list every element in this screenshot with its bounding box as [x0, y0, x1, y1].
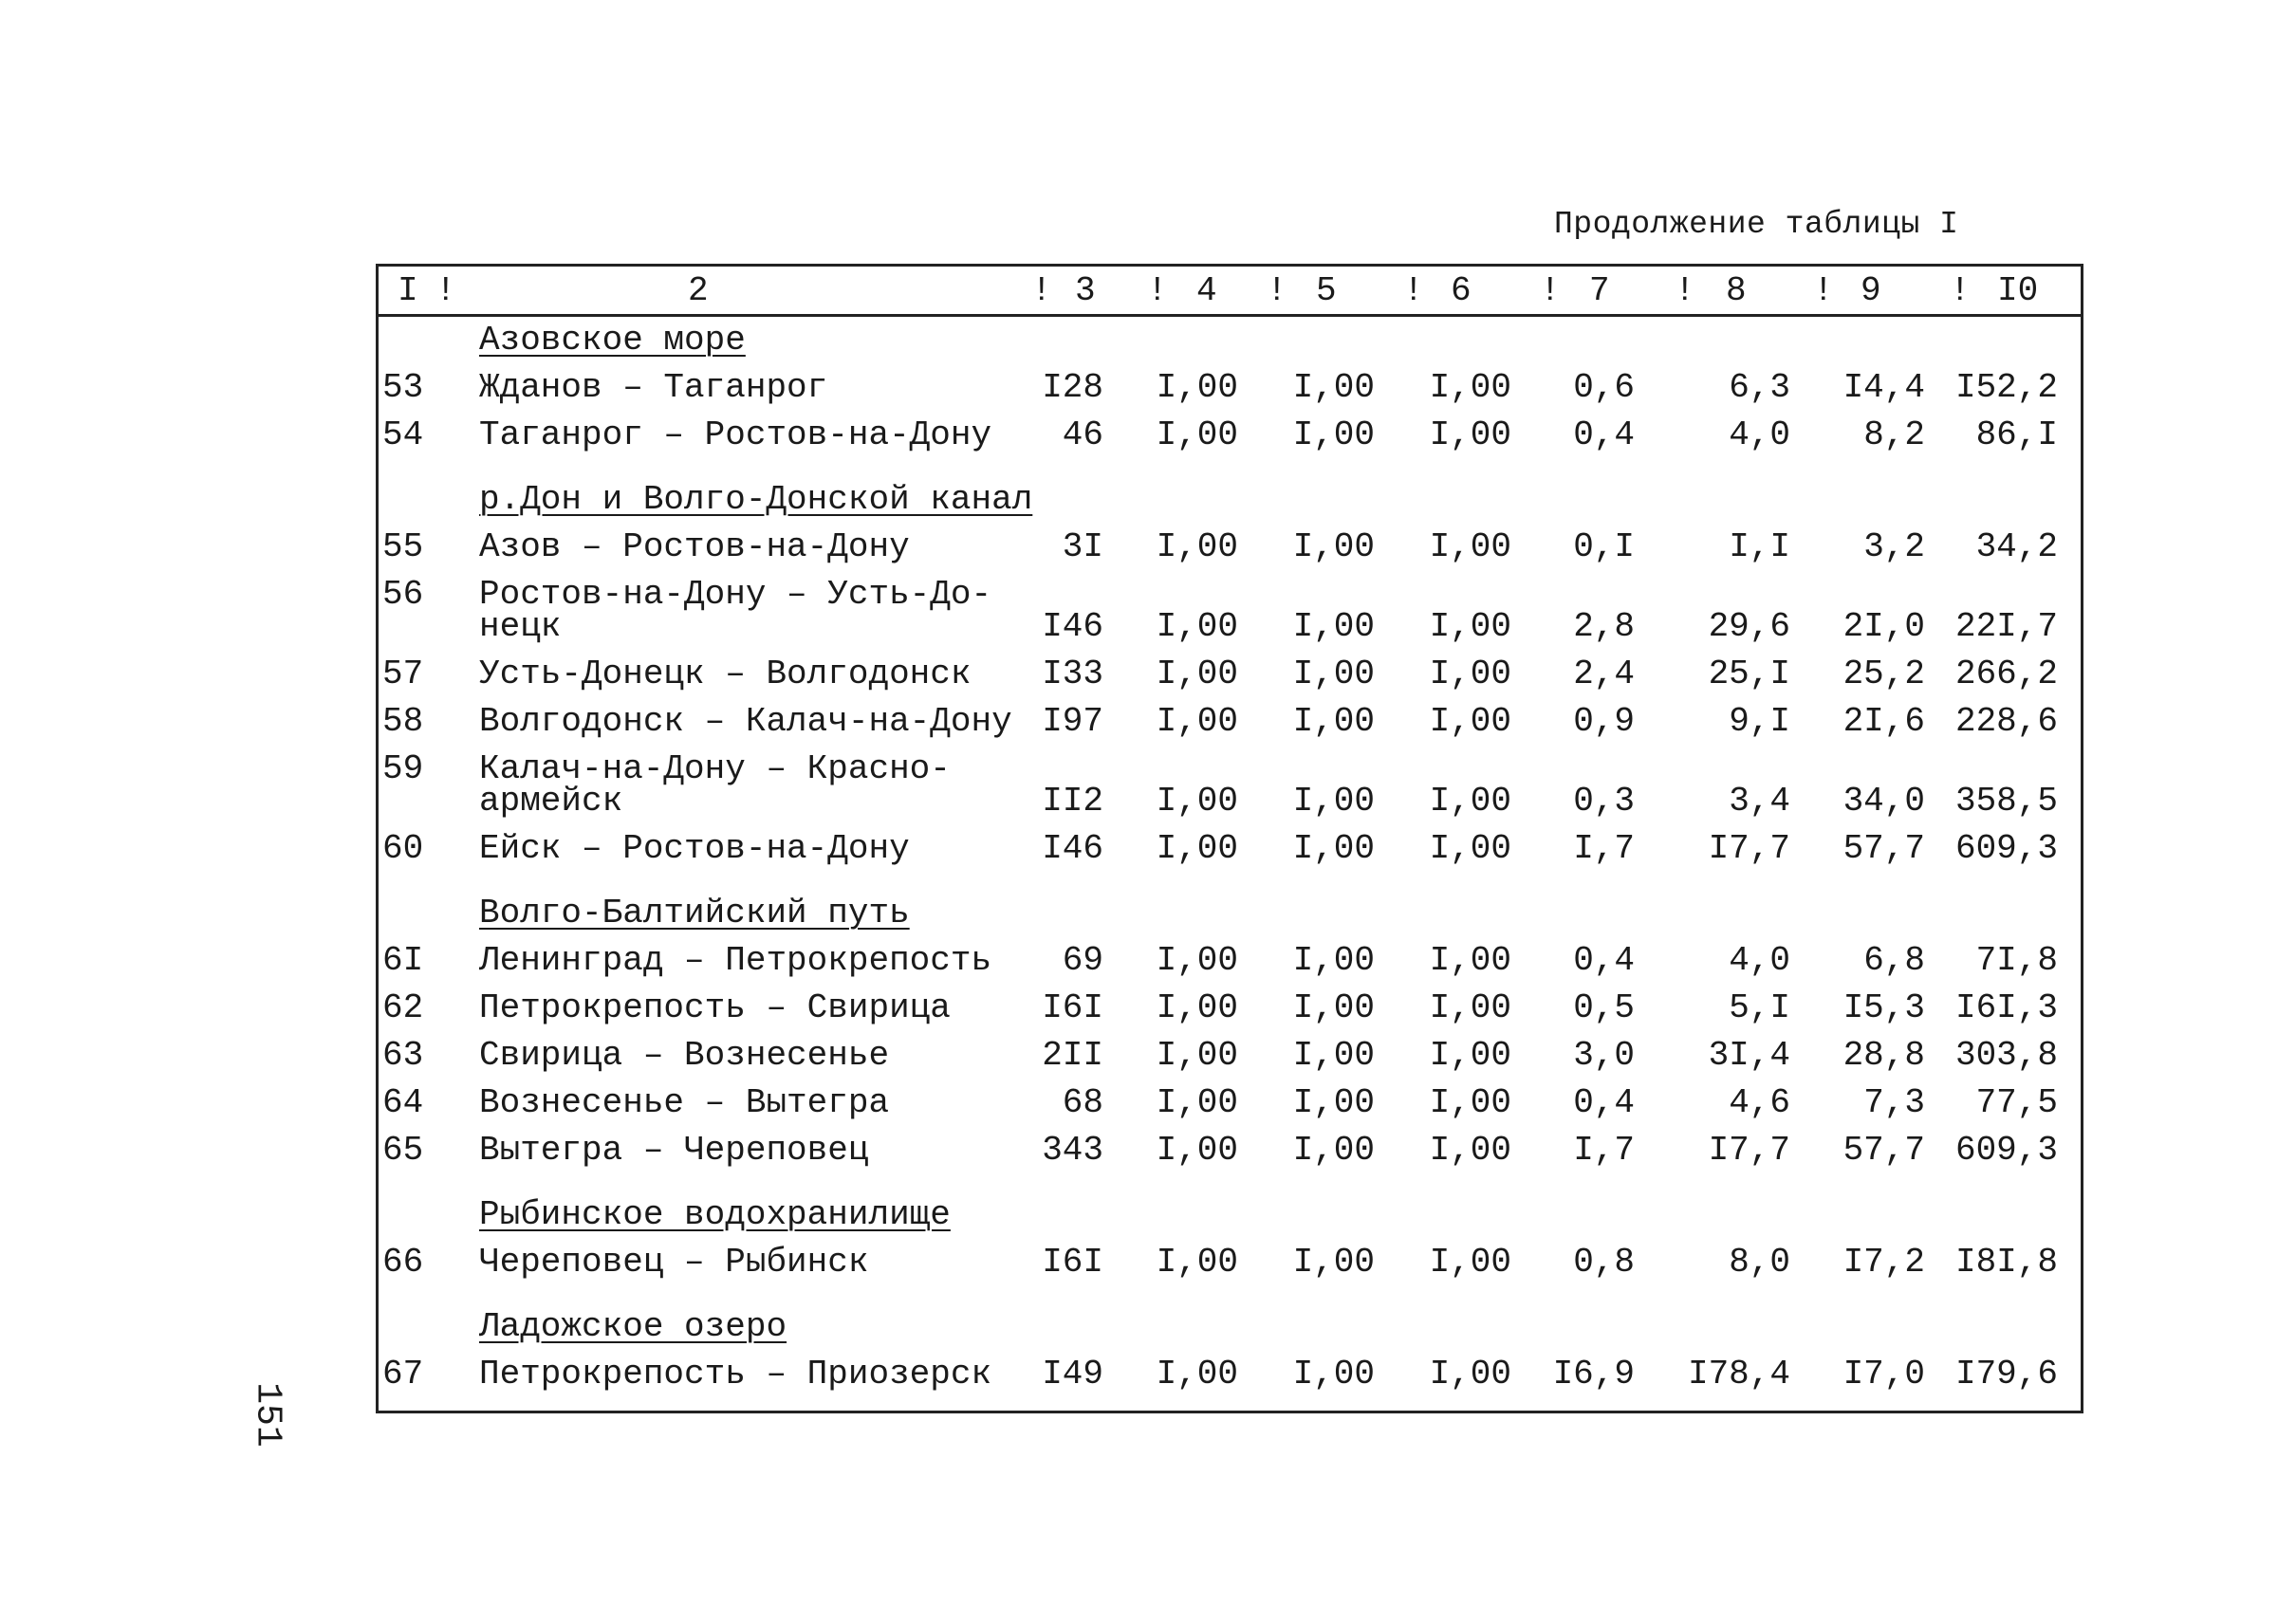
value-c3: 2II	[1042, 1036, 1103, 1075]
route-name: Череповец – Рыбинск	[479, 1243, 869, 1282]
value-c8: 5,I	[1729, 988, 1790, 1027]
value-c7: 2,4	[1573, 655, 1635, 693]
row-number: 59	[382, 749, 424, 788]
route-name: Калач-на-Дону – Красно-	[479, 749, 951, 788]
column-separator: !	[1813, 271, 1834, 310]
row-number: 58	[382, 702, 424, 741]
value-c6: I,00	[1429, 1131, 1511, 1170]
column-separator: !	[1540, 271, 1561, 310]
value-c5: I,00	[1292, 607, 1375, 646]
column-separator: !	[1403, 271, 1424, 310]
column-header: 9	[1861, 271, 1881, 310]
value-c9: 2I,0	[1842, 607, 1925, 646]
value-c8: 29,6	[1708, 607, 1790, 646]
route-name: Волгодонск – Калач-на-Дону	[479, 702, 1012, 741]
column-header: I	[398, 271, 418, 310]
column-separator: !	[435, 271, 456, 310]
value-c6: I,00	[1429, 1083, 1511, 1122]
column-separator: !	[1147, 271, 1168, 310]
value-c10: 228,6	[1954, 702, 2058, 741]
column-header: I0	[1997, 271, 2039, 310]
value-c9: 2I,6	[1842, 702, 1925, 741]
value-c8: I7,7	[1708, 829, 1790, 868]
value-c8: 9,I	[1729, 702, 1790, 741]
row-number: 54	[382, 415, 424, 454]
row-number: 66	[382, 1243, 424, 1282]
value-c5: I,00	[1292, 415, 1375, 454]
route-name: нецк	[479, 607, 562, 646]
value-c7: 0,4	[1573, 1083, 1635, 1122]
value-c5: I,00	[1292, 941, 1375, 980]
column-separator: !	[1267, 271, 1287, 310]
value-c5: I,00	[1292, 655, 1375, 693]
value-c10: 7I,8	[1975, 941, 2058, 980]
value-c7: 3,0	[1573, 1036, 1635, 1075]
route-name: Азов – Ростов-на-Дону	[479, 527, 910, 566]
row-number: 60	[382, 829, 424, 868]
value-c6: I,00	[1429, 368, 1511, 407]
value-c3: 68	[1062, 1083, 1103, 1122]
value-c8: I78,4	[1687, 1355, 1790, 1393]
value-c6: I,00	[1429, 941, 1511, 980]
value-c5: I,00	[1292, 368, 1375, 407]
value-c3: I46	[1042, 829, 1103, 868]
value-c4: I,00	[1156, 368, 1238, 407]
value-c7: I,7	[1573, 1131, 1635, 1170]
route-name: Петрокрепость – Свирица	[479, 988, 951, 1027]
value-c7: 0,4	[1573, 941, 1635, 980]
column-header: 8	[1726, 271, 1747, 310]
value-c4: I,00	[1156, 941, 1238, 980]
route-name: Таганрог – Ростов-на-Дону	[479, 415, 992, 454]
value-c5: I,00	[1292, 1355, 1375, 1393]
value-c3: I97	[1042, 702, 1103, 741]
value-c6: I,00	[1429, 607, 1511, 646]
value-c5: I,00	[1292, 1243, 1375, 1282]
row-number: 53	[382, 368, 424, 407]
value-c3: I33	[1042, 655, 1103, 693]
column-separator: !	[1031, 271, 1052, 310]
value-c3: I49	[1042, 1355, 1103, 1393]
value-c6: I,00	[1429, 1036, 1511, 1075]
value-c10: I52,2	[1954, 368, 2058, 407]
value-c4: I,00	[1156, 415, 1238, 454]
value-c3: 69	[1062, 941, 1103, 980]
value-c9: 34,0	[1842, 782, 1925, 821]
value-c8: 4,0	[1729, 415, 1790, 454]
value-c9: 3,2	[1863, 527, 1925, 566]
value-c6: I,00	[1429, 1355, 1511, 1393]
route-name: Вытегра – Череповец	[479, 1131, 869, 1170]
value-c10: 358,5	[1954, 782, 2058, 821]
value-c9: 57,7	[1842, 1131, 1925, 1170]
value-c6: I,00	[1429, 655, 1511, 693]
row-number: 64	[382, 1083, 424, 1122]
row-number: 67	[382, 1355, 424, 1393]
value-c6: I,00	[1429, 415, 1511, 454]
column-header: 7	[1589, 271, 1610, 310]
value-c5: I,00	[1292, 1131, 1375, 1170]
section-title: р.Дон и Волго-Донской канал	[479, 480, 1033, 519]
route-name: Свирица – Вознесенье	[479, 1036, 890, 1075]
row-number: 62	[382, 988, 424, 1027]
table-caption: Продолжение таблицы I	[1554, 207, 1959, 242]
value-c9: I7,2	[1842, 1243, 1925, 1282]
route-name: Петрокрепость – Приозерск	[479, 1355, 992, 1393]
value-c4: I,00	[1156, 1355, 1238, 1393]
value-c7: 0,4	[1573, 415, 1635, 454]
section-title: Волго-Балтийский путь	[479, 894, 910, 932]
value-c5: I,00	[1292, 988, 1375, 1027]
value-c3: I6I	[1042, 1243, 1103, 1282]
value-c6: I,00	[1429, 1243, 1511, 1282]
value-c4: I,00	[1156, 1036, 1238, 1075]
value-c6: I,00	[1429, 782, 1511, 821]
value-c10: 22I,7	[1954, 607, 2058, 646]
value-c7: 0,6	[1573, 368, 1635, 407]
row-number: 63	[382, 1036, 424, 1075]
value-c9: 8,2	[1863, 415, 1925, 454]
value-c7: 0,5	[1573, 988, 1635, 1027]
value-c9: 28,8	[1842, 1036, 1925, 1075]
value-c8: 4,6	[1729, 1083, 1790, 1122]
value-c9: I4,4	[1842, 368, 1925, 407]
value-c10: 609,3	[1954, 1131, 2058, 1170]
value-c10: 266,2	[1954, 655, 2058, 693]
value-c3: 46	[1062, 415, 1103, 454]
value-c8: 8,0	[1729, 1243, 1790, 1282]
value-c4: I,00	[1156, 1083, 1238, 1122]
value-c6: I,00	[1429, 702, 1511, 741]
value-c10: 34,2	[1975, 527, 2058, 566]
value-c4: I,00	[1156, 607, 1238, 646]
value-c5: I,00	[1292, 782, 1375, 821]
column-header: 4	[1196, 271, 1217, 310]
route-name: Ейск – Ростов-на-Дону	[479, 829, 910, 868]
value-c4: I,00	[1156, 1243, 1238, 1282]
value-c4: I,00	[1156, 782, 1238, 821]
value-c4: I,00	[1156, 829, 1238, 868]
value-c7: 0,I	[1573, 527, 1635, 566]
route-name: Жданов – Таганрог	[479, 368, 828, 407]
value-c10: 303,8	[1954, 1036, 2058, 1075]
value-c10: I6I,3	[1954, 988, 2058, 1027]
column-separator: !	[1675, 271, 1695, 310]
route-name: Вознесенье – Вытегра	[479, 1083, 890, 1122]
row-number: 6I	[382, 941, 424, 980]
value-c10: 86,I	[1975, 415, 2058, 454]
value-c9: I5,3	[1842, 988, 1925, 1027]
value-c3: 343	[1042, 1131, 1103, 1170]
value-c8: 3I,4	[1708, 1036, 1790, 1075]
row-number: 56	[382, 575, 424, 614]
section-title: Рыбинское водохранилище	[479, 1195, 951, 1234]
column-header: 5	[1316, 271, 1337, 310]
value-c10: I79,6	[1954, 1355, 2058, 1393]
column-header: 6	[1451, 271, 1472, 310]
section-title: Ладожское озеро	[479, 1307, 787, 1346]
value-c4: I,00	[1156, 988, 1238, 1027]
value-c5: I,00	[1292, 1083, 1375, 1122]
value-c4: I,00	[1156, 702, 1238, 741]
route-name: Ленинград – Петрокрепость	[479, 941, 992, 980]
value-c9: 25,2	[1842, 655, 1925, 693]
value-c4: I,00	[1156, 1131, 1238, 1170]
value-c3: I46	[1042, 607, 1103, 646]
value-c6: I,00	[1429, 527, 1511, 566]
row-number: 57	[382, 655, 424, 693]
value-c9: 7,3	[1863, 1083, 1925, 1122]
value-c7: 0,3	[1573, 782, 1635, 821]
value-c3: I28	[1042, 368, 1103, 407]
value-c5: I,00	[1292, 527, 1375, 566]
value-c10: 609,3	[1954, 829, 2058, 868]
column-header: 3	[1075, 271, 1096, 310]
value-c7: 0,9	[1573, 702, 1635, 741]
value-c10: I8I,8	[1954, 1243, 2058, 1282]
value-c10: 77,5	[1975, 1083, 2058, 1122]
value-c4: I,00	[1156, 655, 1238, 693]
value-c3: II2	[1042, 782, 1103, 821]
value-c7: 0,8	[1573, 1243, 1635, 1282]
value-c8: I7,7	[1708, 1131, 1790, 1170]
row-number: 55	[382, 527, 424, 566]
column-separator: !	[1950, 271, 1971, 310]
value-c3: I6I	[1042, 988, 1103, 1027]
route-name: армейск	[479, 782, 623, 821]
section-title: Азовское море	[479, 321, 746, 360]
value-c6: I,00	[1429, 829, 1511, 868]
row-number: 65	[382, 1131, 424, 1170]
value-c8: 4,0	[1729, 941, 1790, 980]
value-c4: I,00	[1156, 527, 1238, 566]
table-header	[379, 267, 2081, 317]
value-c5: I,00	[1292, 829, 1375, 868]
value-c8: 6,3	[1729, 368, 1790, 407]
value-c3: 3I	[1062, 527, 1103, 566]
page-number: 151	[247, 1382, 288, 1448]
value-c6: I,00	[1429, 988, 1511, 1027]
value-c9: 6,8	[1863, 941, 1925, 980]
value-c7: I6,9	[1552, 1355, 1635, 1393]
value-c5: I,00	[1292, 1036, 1375, 1075]
value-c5: I,00	[1292, 702, 1375, 741]
value-c9: 57,7	[1842, 829, 1925, 868]
value-c9: I7,0	[1842, 1355, 1925, 1393]
route-name: Ростов-на-Дону – Усть-До-	[479, 575, 992, 614]
value-c8: I,I	[1729, 527, 1790, 566]
data-table	[376, 264, 2083, 1413]
value-c7: 2,8	[1573, 607, 1635, 646]
value-c8: 3,4	[1729, 782, 1790, 821]
column-header: 2	[688, 271, 709, 310]
value-c7: I,7	[1573, 829, 1635, 868]
value-c8: 25,I	[1708, 655, 1790, 693]
route-name: Усть-Донецк – Волгодонск	[479, 655, 972, 693]
